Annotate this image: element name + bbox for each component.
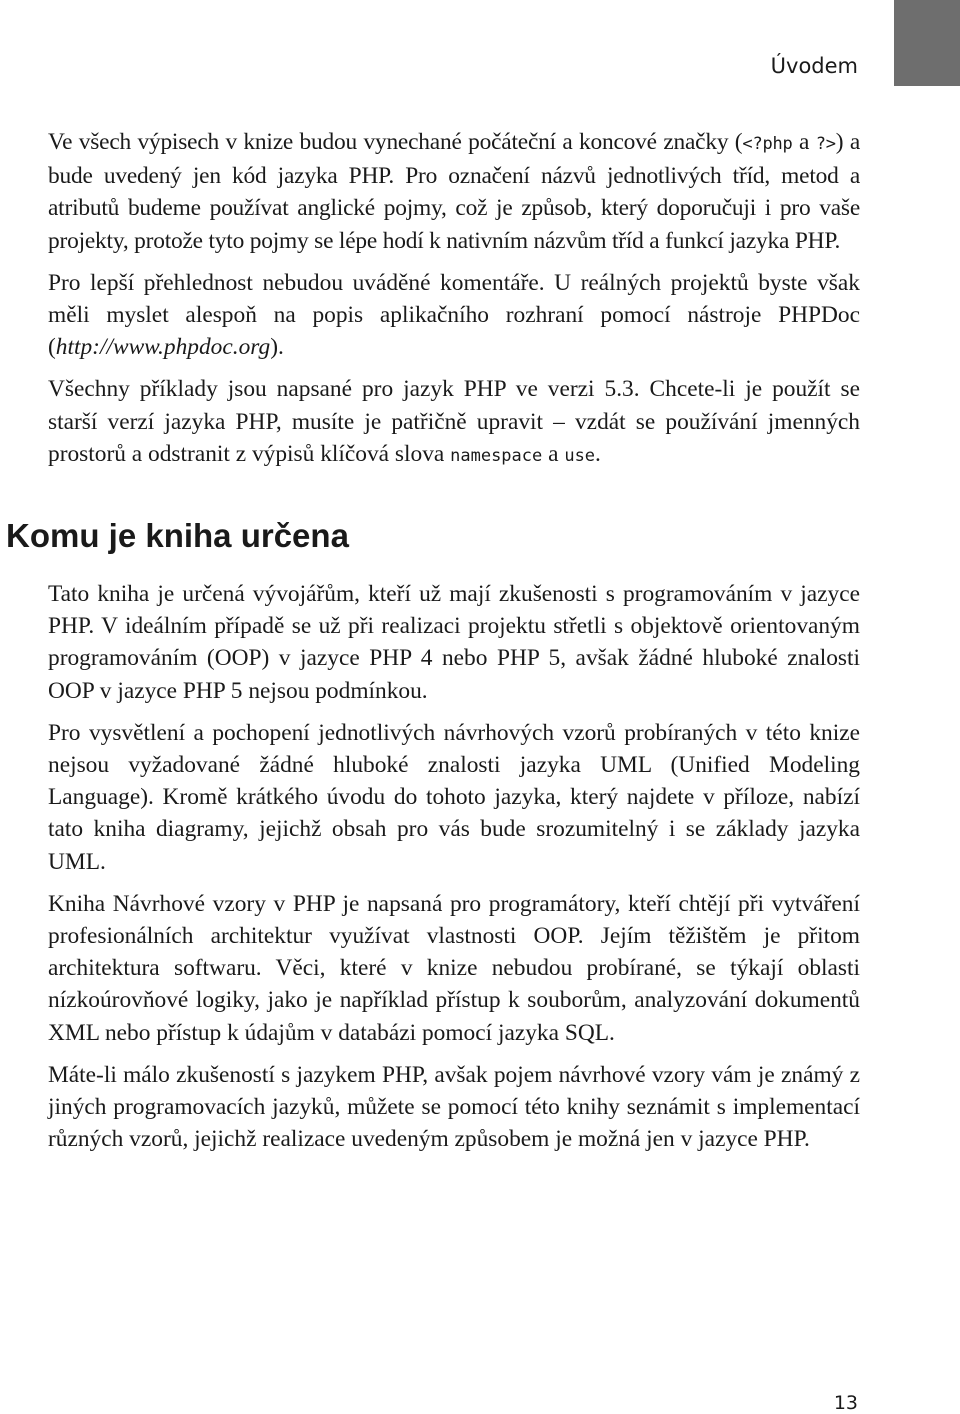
paragraph-text: Pro lepší přehlednost nebudou uváděné komentáře. U reálných projektů byste však měli myslet alespoň na popis aplikačního rozhraní pomocí nástroje PHPDoc ( (48, 269, 860, 361)
paragraph-uml: Pro vysvětlení a pochopení jednotlivých návrhových vzorů probíraných v této knize nejsou vyžadované žádné hluboké znalosti jazyka UML (Unified Modeling Language). Kromě krátkého úvodu do tohoto jazyka, který najdete v příloze, nabízí tato kniha diagramy, jejichž obsah pro vás bude srozumitelný i se základy jazyka UML. (48, 719, 860, 875)
phpdoc-link[interactable]: http://www.phpdoc.org (55, 334, 271, 361)
paragraph-text: a (792, 129, 816, 155)
code-php-close-tag: ?> (815, 134, 836, 154)
running-head: Úvodem (770, 54, 858, 78)
paragraph-text: ) a bude uvedený jen kód jazyka PHP. Pro označení názvů jednotlivých tříd, metod a atributů budeme používat anglické pojmy, což je způsob, který doporučuji i pro vaše projekty, protože tyto pojmy se lépe hodí k nativním názvům tříd a funkcí jazyka PHP. (48, 129, 861, 254)
chapter-tab-marker (894, 0, 960, 86)
code-use-keyword: use (564, 445, 596, 466)
paragraph-text: ). (270, 334, 284, 361)
paragraph-text: . (595, 440, 601, 467)
paragraph-audience: Tato kniha je určená vývojářům, kteří už mají zkušenosti s programováním v jazyce PHP. V ideálním případě se už při realizaci projektu střetli s objektově orientovaným programováním (OOP) v jazyce PHP 4 nebo PHP 5, avšak žádné hluboké znalosti OOP v jazyce PHP 5 nejsou podmínkou. (48, 581, 860, 704)
paragraph-code-listings (48, 126, 860, 257)
page-number: 13 (833, 1392, 858, 1414)
paragraph-text: Všechny příklady jsou napsané pro jazyk PHP ve verzi 5.3. Chcete-li je použít se starší verzí jazyka PHP, musíte je patřičně upravit – vzdát se používání jmenných prostorů a odstranit z výpisů klíčová slova (48, 376, 860, 467)
paragraph-text: Ve všech výpisech v knize budou vynechané počáteční a koncové značky ( (48, 129, 743, 155)
paragraph-comments (48, 267, 860, 364)
code-php-open-tag: <?php (742, 134, 793, 154)
code-namespace-keyword: namespace (450, 445, 543, 466)
paragraph-other-languages: Máte-li málo zkušeností s jazykem PHP, avšak pojem návrhové vzory vám je známý z jiných programovacích jazyků, můžete se pomocí této knihy seznámit s implementací různých vzorů, jejichž realizace uvedeným způsobem je možná jen v jazyce PHP. (48, 1061, 860, 1153)
page-body (6, 126, 861, 1165)
paragraph-architecture: Kniha Návrhové vzory v PHP je napsaná pro programátory, kteří chtějí při vytváření profesionálních architektur využívat vlastnosti OOP. Jejím těžištěm je přitom architektura softwaru. Věci, které v knize nebudou probírané, se týkají oblasti nízkoúrovňové logiky, jako je například přístup k souborům, analyzování dokumentů XML nebo přístup k údajům v databázi pomocí jazyka SQL. (48, 890, 860, 1046)
paragraph-php-version (48, 373, 860, 472)
paragraph-text: a (542, 440, 565, 467)
section-heading: Komu je kniha určena (6, 517, 349, 555)
